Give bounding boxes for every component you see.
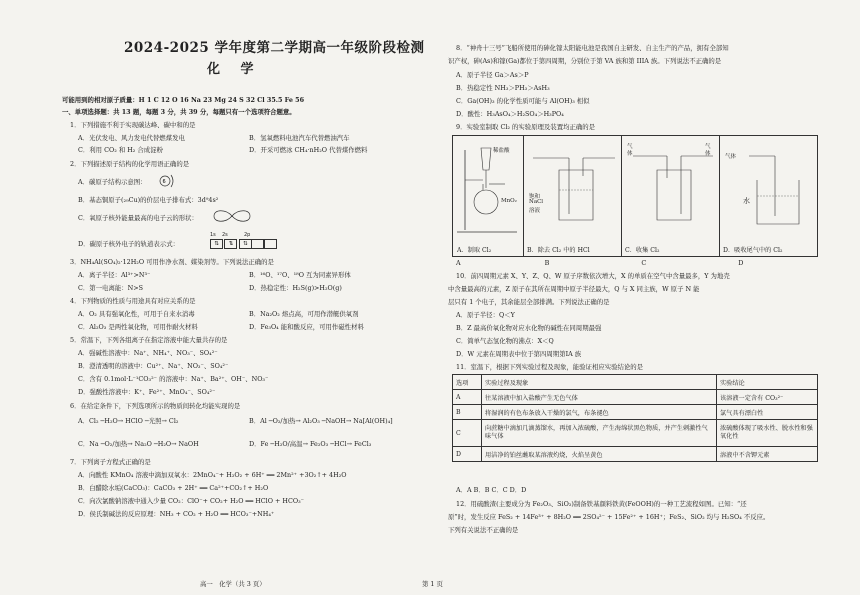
apparatus-figure: [452, 135, 818, 257]
question-5: 5．常温下，下列各组离子在指定溶液中能大量共存的是: [70, 336, 228, 344]
option: B．氢氧燃料电池汽车代替燃油汽车: [249, 134, 350, 142]
table-cell: 将湿润的有色布条放入干燥的氯气，布条褪色: [482, 405, 717, 420]
table-cell: C: [453, 420, 482, 447]
question-6: 6．在给定条件下，下列选项所示的物质间转化均能实现的是: [70, 402, 241, 410]
table-row: [453, 420, 818, 447]
option: A．原子半径：Q＜Y: [456, 311, 515, 319]
option: B．Na₂O₂ 熔点高，可用作潜艇供氧剂: [249, 310, 359, 318]
question-8: 8．“神舟十三号”飞船所使用的砷化镓太阳能电池是我国自主研发、自主生产的产品，拥有全部知: [456, 44, 729, 52]
subject-title: 化 学: [207, 62, 262, 77]
option: D．侯氏制碱法的反应原理：NH₃ + CO₂ + H₂O ══ HCO₃⁻+NH₄⁺: [78, 510, 275, 518]
option: A．原子半径 Ga＞As＞P: [456, 71, 529, 79]
question-2: 2．下列描述原子结构的化学用语正确的是: [70, 160, 190, 168]
table-cell: D: [453, 447, 482, 462]
table-cell: B: [453, 405, 482, 420]
question-11-choices: A．A B．B C．C D．D: [456, 486, 527, 494]
option: A．强碱性溶液中：Na⁺、NH₄⁺、NO₃⁻、SO₄²⁻: [78, 349, 218, 357]
label: 饱和: [529, 194, 541, 200]
exam-title: 2024-2025 学年度第二学期高一年级阶段检测: [124, 40, 425, 56]
option: B．热稳定性 NH₃＞PH₃＞AsH₃: [456, 84, 550, 92]
option: B．Al ─O₂/加热→ Al₂O₃ ─NaOH→ Na[Al(OH)₄]: [249, 417, 393, 425]
apparatus-d: [719, 136, 817, 256]
table-header: 选项: [453, 375, 482, 390]
table-cell: 溶液中不含钾元素: [717, 447, 818, 462]
caption: D．吸收尾气中的 Cl₂: [723, 247, 783, 254]
question-10-cont: 层只有 1 个电子，其余能层全部排满。下列说法正确的是: [448, 298, 610, 306]
apparatus-c: [621, 136, 720, 256]
caption: B．除去 Cl₂ 中的 HCl: [527, 247, 590, 254]
caption: A．制取 Cl₂: [457, 247, 492, 254]
option: D．Fe₃O₄ 能和酸反应，可用作磁性材料: [249, 323, 364, 331]
table-cell: 向蔗糖中滴加几滴蒸馏水，再加入浓硫酸，产生海绵状黑色物质，并产生刺激性气味气体: [482, 420, 717, 447]
option: C．Al₂O₃ 是两性氧化物，可用作耐火材料: [78, 323, 198, 331]
question-12: 12．用硫酸渣(主要成分为 Fe₂O₃、SiO₂)制备铁基颜料铁黄(FeOOH)的一种工艺流程如图。已知：“还: [456, 500, 747, 508]
option: A．向酸性 KMnO₄ 溶液中滴加双氧水：2MnO₄⁻+ H₂O₂ + 6H⁺ ══ 2Mn²⁺ +3O₂↑+ 4H₂O: [78, 471, 347, 479]
atom-structure-diagram: [158, 172, 180, 190]
svg-text:6: 6: [162, 179, 166, 185]
question-10-cont: 中含量最高的元素，Z 原子在其所在周期中原子半径最大，Q 与 X 同主族，W 原子 N 能: [448, 285, 700, 293]
question-12-cont: 原”时，发生反应 FeS₂ + 14Fe³⁺ + 8H₂O ══ 2SO₄²⁻ + 15Fe²⁺ + 16H⁺；FeS₂、SiO₂ 均与 H₂SO₄ 不反应。: [448, 513, 770, 521]
option: C．氧原子核外能量最高的电子云的形状：: [78, 214, 198, 222]
table-header: 实验过程及现象: [482, 375, 717, 390]
option: B．¹⁶O、¹⁷O、¹⁸O 互为同素异形体: [249, 271, 351, 279]
label: NaCl: [529, 199, 544, 205]
option: C．利用 CO₂ 和 H₂ 合成淀粉: [78, 146, 163, 154]
label: 稀盐酸: [493, 148, 510, 154]
page-footer-left: 高一 化学（共 3 页）: [200, 580, 266, 588]
page-number: 第 1 页: [422, 580, 443, 588]
option: A．光伏发电、风力发电代替燃煤发电: [78, 134, 185, 142]
label: 气: [627, 144, 633, 150]
table-cell: A: [453, 390, 482, 405]
label: 气体: [725, 154, 737, 160]
label: 气: [705, 144, 711, 150]
table-cell: 用洁净的铂丝蘸取某溶液灼烧，火焰呈黄色: [482, 447, 717, 462]
question-4: 4．下列物质的性质与用途具有对应关系的是: [70, 297, 196, 305]
table-row: [453, 447, 818, 462]
table-row: [453, 390, 818, 405]
option: D．开采可燃冰 CH₄·nH₂O 代替煤作燃料: [249, 146, 368, 154]
orbital-diagram: 1s 2s 2p ⇅ ⇅ ⇅: [210, 232, 276, 249]
option: C．含有 0.1mol·L⁻¹CO₃²⁻ 的溶液中：Na⁺、Ba²⁺、OH⁻、NO₃⁻: [78, 375, 269, 383]
option: D．Fe ─H₂O/高温→ Fe₂O₃ ─HCl→ FeCl₃: [249, 440, 372, 448]
question-9: 9．实验室制取 Cl₂ 的实验原理及装置均正确的是: [456, 123, 596, 131]
option: A．离子半径：Al³⁺>N³⁻: [78, 271, 151, 279]
question-10: 10．前四周期元素 X、Y、Z、Q、W 原子序数依次增大，X 的单质在空气中含量最多，Y 为地壳: [456, 272, 730, 280]
label: 溶液: [529, 208, 541, 214]
option: C．第一电离能：N>S: [78, 284, 143, 292]
gas-bottle-drawing: [523, 140, 621, 240]
question-3: 3．NH₄Al(SO₄)₂·12H₂O 可用作净水剂、媒染剂等。下列说法正确的是: [70, 258, 274, 266]
p-orbital-shape: [212, 209, 252, 223]
experiment-table: [452, 374, 818, 462]
option: D．W 元素在周期表中位于第四周期第IA 族: [456, 350, 582, 358]
label: 体: [705, 151, 711, 157]
label: 体: [627, 151, 633, 157]
option: C．向次氯酸钠溶液中通入少量 CO₂：ClO⁻+ CO₂+ H₂O ══ HClO + HCO₃⁻: [78, 497, 305, 505]
option: B．白醋除水垢(CaCO₃)：CaCO₃ + 2H⁺ ══ Ca²⁺+CO₂↑+ H₂O: [78, 484, 269, 492]
atomic-masses: 可能用到的相对原子质量：H 1 C 12 O 16 Na 23 Mg 24 S 32 Cl 35.5 Fe 56: [62, 96, 305, 104]
apparatus-a: [453, 136, 524, 256]
option: A．Cl₂ ─H₂O→ HClO ─光照→ Cl₂: [78, 417, 179, 425]
option: D．碳原子核外电子的轨道表示式：: [78, 240, 179, 248]
apparatus-b: [523, 136, 622, 256]
table-cell: 氯气具有漂白性: [717, 405, 818, 420]
option: D．酸性：H₃AsO₄＞H₂SO₄＞H₃PO₄: [456, 110, 564, 118]
table-cell: 该溶液一定含有 CO₃²⁻: [717, 390, 818, 405]
table-cell: 浓硫酸体现了吸水性、脱水性和强氧化性: [717, 420, 818, 447]
table-row: [453, 405, 818, 420]
table-header-row: [453, 375, 818, 390]
label: 水: [743, 197, 750, 205]
flask-drawing: [453, 140, 523, 240]
section-heading: 一、单项选择题：共 13 题，每题 3 分，共 39 分，每题只有一个选项符合题意。: [62, 108, 296, 116]
table-cell: 往某溶液中加入盐酸产生无色气体: [482, 390, 717, 405]
option: B．澄清透明的溶液中：Cu²⁺、Na⁺、NO₃⁻、SO₄²⁻: [78, 362, 229, 370]
option: A．O₂ 具有强氧化性，可用于自来水消毒: [78, 310, 195, 318]
table-header: 实验结论: [717, 375, 818, 390]
option: C．Ga(OH)₃ 的化学性质可能与 Al(OH)₃ 相似: [456, 97, 590, 105]
question-9-choices: A B C D: [456, 259, 744, 267]
option: B．基态铜原子(₂₉Cu)的价层电子排布式：3d⁹4s²: [78, 196, 219, 204]
option: D．热稳定性：H₂S(g)>H₂O(g): [249, 284, 342, 292]
question-12-cont: 下列有关说法不正确的是: [448, 526, 519, 534]
question-11: 11．室温下，根据下列实验过程及现象，能验证相应实验结论的是: [456, 363, 644, 371]
option: C．简单气态氢化物的沸点：X＜Q: [456, 337, 554, 345]
question-1: 1．下列措施不利于实现碳达峰、碳中和的是: [70, 121, 196, 129]
option: A．碳原子结构示意图：: [78, 178, 147, 186]
caption: C．收集 Cl₂: [625, 247, 660, 254]
option: C．Na ─O₂/加热→ Na₂O ─H₂O→ NaOH: [78, 440, 199, 448]
question-8-cont: 识产权，砷(As)和镓(Ga)都位于第四周期，分别位于第 VA 族和第 IIIA 族。下列说法不正确的是: [448, 57, 722, 65]
option: D．强酸性溶液中：K⁺、Fe²⁺、MnO₄⁻、SO₄²⁻: [78, 388, 216, 396]
option: B．Z 最高价氧化物对应水化物的碱性在同周期最强: [456, 324, 602, 332]
question-7: 7．下列离子方程式正确的是: [70, 458, 151, 466]
label: MnO₂: [501, 198, 517, 204]
